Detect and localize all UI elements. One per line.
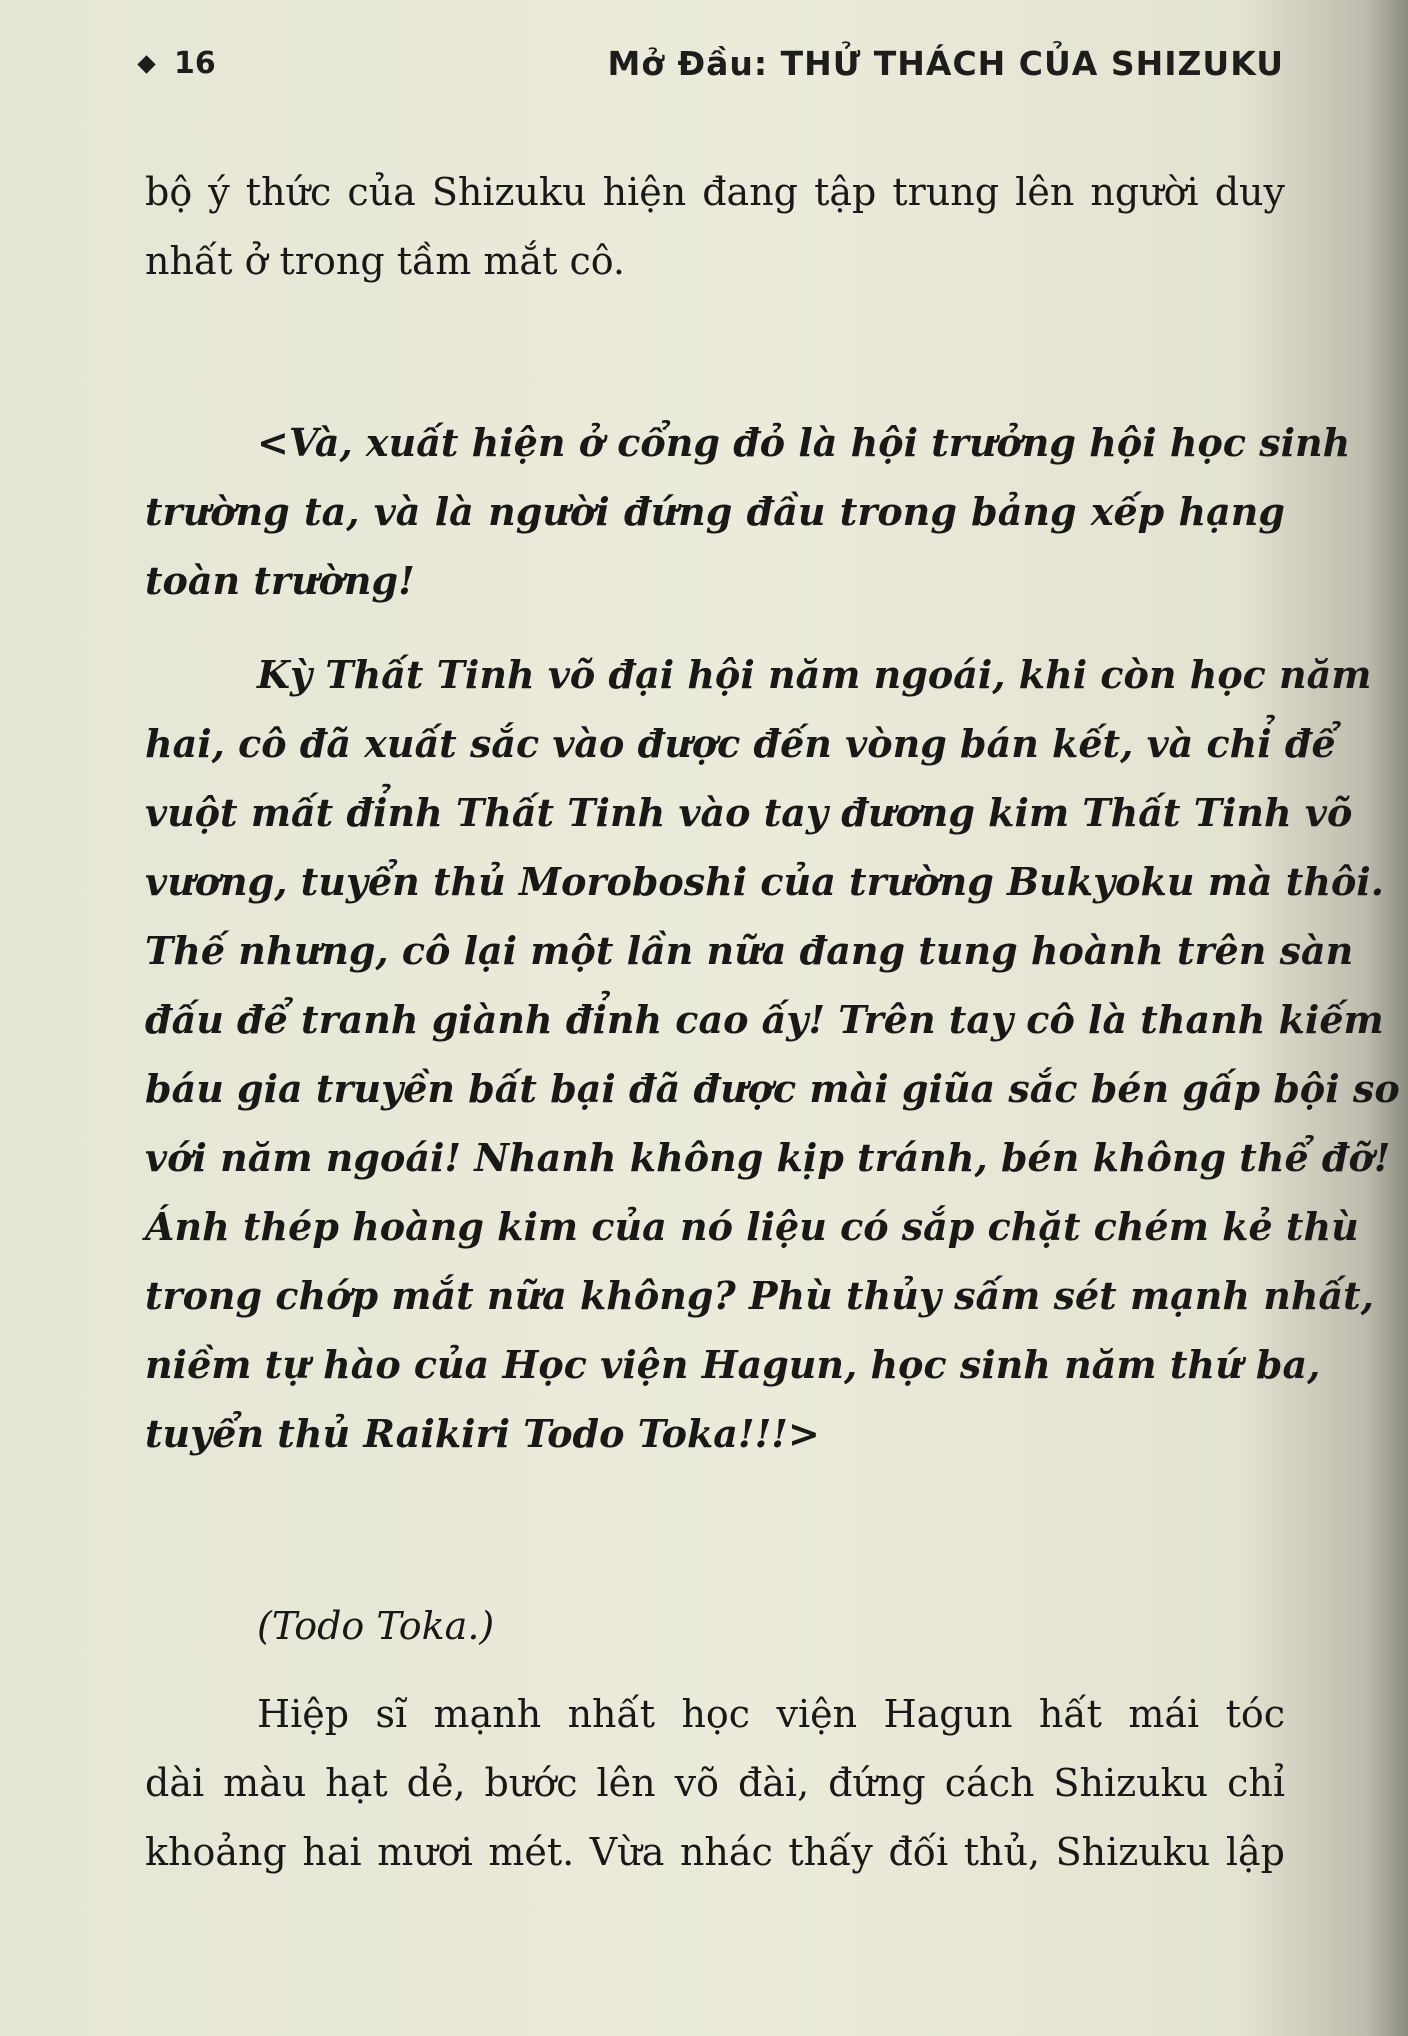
- text-line: vương, tuyển thủ Moroboshi của trường Bukyoku mà thôi.: [145, 859, 1384, 904]
- paragraph-4: [145, 1592, 1285, 1661]
- paragraph-1: [145, 158, 1285, 296]
- text-line: Kỳ Thất Tinh võ đại hội năm ngoái, khi còn học năm: [257, 652, 1372, 697]
- text-line: (Todo Toka.): [257, 1604, 495, 1648]
- text-line: Hiệp sĩ mạnh nhất học viện Hagun hất mái tóc: [257, 1692, 1285, 1736]
- running-header: [140, 40, 1284, 90]
- paragraph-3: [145, 640, 1400, 1468]
- text-line: khoảng hai mươi mét. Vừa nhác thấy đối thủ, Shizuku lập: [145, 1830, 1285, 1874]
- text-line: Ánh thép hoàng kim của nó liệu có sắp chặt chém kẻ thù: [145, 1204, 1359, 1249]
- text-line: trường ta, và là người đứng đầu trong bảng xếp hạng: [145, 489, 1285, 534]
- text-line: báu gia truyền bất bại đã được mài giũa sắc bén gấp bội so: [145, 1066, 1400, 1111]
- text-line: trong chớp mắt nữa không? Phù thủy sấm sét mạnh nhất,: [145, 1273, 1374, 1318]
- text-line: với năm ngoái! Nhanh không kịp tránh, bén không thể đỡ!: [145, 1135, 1391, 1180]
- text-line: nhất ở trong tầm mắt cô.: [145, 239, 626, 283]
- text-line: đấu để tranh giành đỉnh cao ấy! Trên tay cô là thanh kiếm: [145, 997, 1384, 1042]
- diamond-bullet-icon: [137, 55, 155, 73]
- text-line: toàn trường!: [145, 558, 415, 603]
- text-line: bộ ý thức của Shizuku hiện đang tập trung lên người duy: [145, 170, 1285, 214]
- paragraph-2: [145, 408, 1351, 615]
- text-line: Thế nhưng, cô lại một lần nữa đang tung hoành trên sàn: [145, 928, 1354, 973]
- page-number: 16: [174, 46, 216, 81]
- text-line: niềm tự hào của Học viện Hagun, học sinh năm thứ ba,: [145, 1342, 1321, 1387]
- text-line: vuột mất đỉnh Thất Tinh vào tay đương kim Thất Tinh võ: [145, 790, 1353, 835]
- text-line: tuyển thủ Raikiri Todo Toka!!!>: [145, 1411, 820, 1456]
- text-line: <Và, xuất hiện ở cổng đỏ là hội trưởng hội học sinh: [257, 420, 1351, 465]
- text-line: dài màu hạt dẻ, bước lên võ đài, đứng cách Shizuku chỉ: [145, 1761, 1285, 1805]
- chapter-title: Mở Đầu: THỬ THÁCH CỦA SHIZUKU: [607, 44, 1284, 83]
- paragraph-5: [145, 1680, 1285, 1887]
- text-line: hai, cô đã xuất sắc vào được đến vòng bán kết, và chỉ để: [145, 721, 1336, 766]
